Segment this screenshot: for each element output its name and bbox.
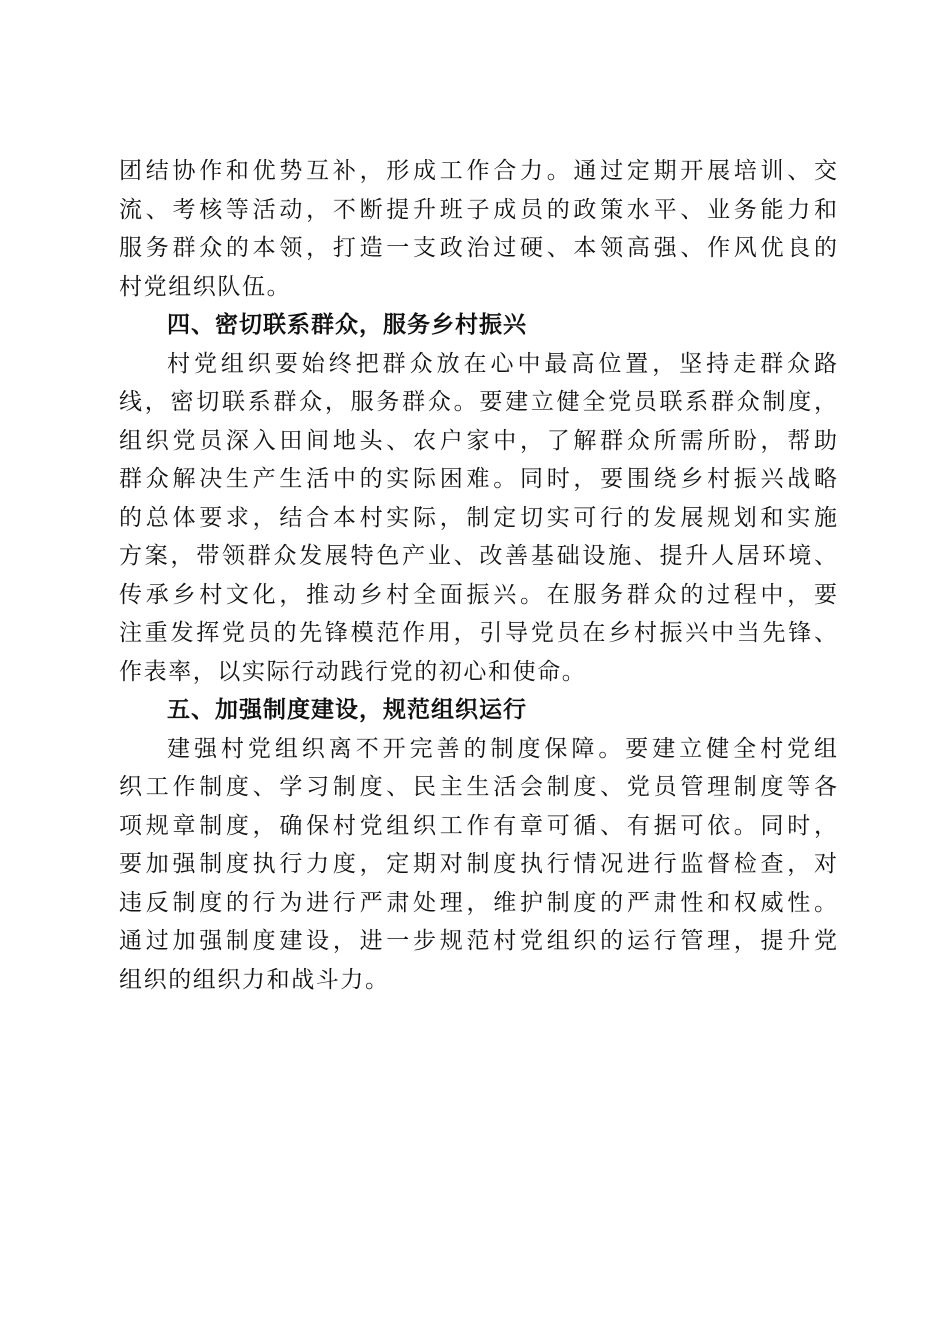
document-body: [119, 152, 837, 999]
paragraph-line: 线，密切联系群众，服务群众。要建立健全党员联系群众制度，: [119, 389, 837, 415]
paragraph-line: 建强村党组织离不开完善的制度保障。要建立健全村党组: [167, 735, 837, 762]
paragraph-line: 的总体要求，结合本村实际，制定切实可行的发展规划和实施: [119, 504, 837, 531]
paragraph-system-building: [119, 730, 837, 1000]
paragraph-line: 通过加强制度建设，进一步规范村党组织的运行管理，提升党: [119, 928, 837, 954]
paragraph-line: 违反制度的行为进行严肃处理，维护制度的严肃性和权威性。: [119, 889, 837, 916]
paragraph-line: 方案，带领群众发展特色产业、改善基础设施、提升人居环境、: [119, 543, 837, 569]
paragraph-line: 组织的组织力和战斗力。: [119, 966, 390, 993]
paragraph-line: 要加强制度执行力度，定期对制度执行情况进行监督检查，对: [119, 851, 837, 877]
paragraph-line: 项规章制度，确保村党组织工作有章可循、有据可依。同时，: [119, 812, 837, 839]
paragraph-line: 服务群众的本领，打造一支政治过硬、本领高强、作风优良的: [119, 235, 837, 261]
paragraph-line: 团结协作和优势互补，形成工作合力。通过定期开展培训、交: [119, 158, 837, 184]
paragraph-line: 注重发挥党员的先锋模范作用，引导党员在乡村振兴中当先锋、: [119, 620, 837, 646]
paragraph-organization-team: [119, 152, 837, 306]
paragraph-line: 组织党员深入田间地头、农户家中，了解群众所需所盼，帮助: [119, 427, 837, 454]
section-heading-five: 五、加强制度建设，规范组织运行: [167, 697, 527, 723]
paragraph-line: 村党组织要始终把群众放在心中最高位置，坚持走群众路: [167, 350, 837, 377]
paragraph-line: 群众解决生产生活中的实际困难。同时，要围绕乡村振兴战略: [119, 466, 837, 492]
paragraph-line: 村党组织队伍。: [119, 273, 292, 300]
paragraph-serve-masses: [119, 345, 837, 692]
paragraph-line: 传承乡村文化，推动乡村全面振兴。在服务群众的过程中，要: [119, 581, 837, 608]
paragraph-line: 流、考核等活动，不断提升班子成员的政策水平、业务能力和: [119, 196, 837, 223]
paragraph-line: 织工作制度、学习制度、民主生活会制度、党员管理制度等各: [119, 774, 837, 800]
section-heading-four: 四、密切联系群众，服务乡村振兴: [167, 312, 527, 338]
paragraph-line: 作表率，以实际行动践行党的初心和使命。: [119, 658, 587, 685]
